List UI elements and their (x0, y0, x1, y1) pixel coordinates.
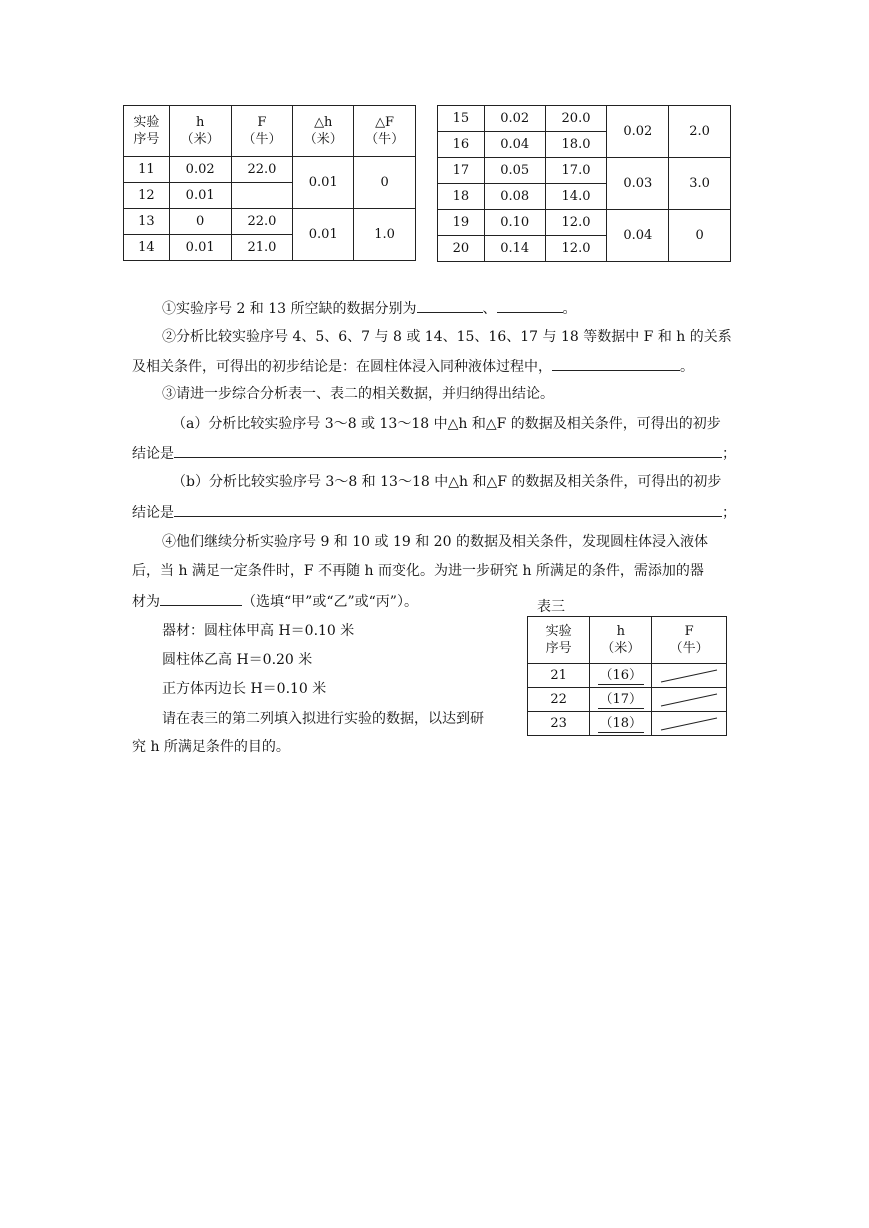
question-4-hint: （选填“甲”或“乙”或“丙”）。 (242, 594, 418, 610)
question-3: ③请进一步综合分析表一、表二的相关数据，并归纳得出结论。 (162, 386, 554, 402)
cell-h: 0.05 (484, 158, 545, 184)
table-two (437, 105, 731, 262)
table-row (124, 209, 416, 235)
table-header-row (528, 617, 727, 664)
cell-h: 0.02 (484, 106, 545, 132)
strike-line-icon (659, 669, 719, 683)
cell-no: 14 (124, 235, 170, 261)
cell-h: 0.01 (169, 235, 231, 261)
cell-h-blank[interactable] (590, 712, 652, 736)
question-4-text: 材为 (132, 594, 160, 610)
cell-no: 15 (438, 106, 485, 132)
header-h: h （米） (590, 617, 652, 664)
cell-h: 0.08 (484, 184, 545, 210)
table-row (528, 664, 727, 688)
question-2-line-1: ②分析比较实验序号 4、5、6、7 与 8 或 14、15、16、17 与 18 等数据中 F 和 h 的关系 (162, 329, 732, 345)
strike-line-icon (659, 693, 719, 707)
cell-f: 18.0 (545, 132, 607, 158)
cell-delta-h: 0.01 (293, 157, 354, 209)
question-4-line-1: ④他们继续分析实验序号 9 和 10 或 19 和 20 的数据及相关条件，发现圆柱体浸入液体 (162, 534, 708, 550)
cell-h: 0.01 (169, 183, 231, 209)
cell-no: 18 (438, 184, 485, 210)
cell-f-struck (652, 664, 727, 688)
answer-blank[interactable] (497, 297, 563, 313)
fill-in-value: （17） (599, 691, 643, 707)
equipment-3: 正方体丙边长 H＝0.10 米 (162, 681, 327, 697)
question-3a-text: 结论是 (132, 446, 174, 462)
table-header-row (124, 106, 416, 157)
cell-h: 0.10 (484, 210, 545, 236)
cell-h: 0.04 (484, 132, 545, 158)
cell-h: 0 (169, 209, 231, 235)
question-3a-line-1: （a）分析比较实验序号 3～8 或 13～18 中△h 和△F 的数据及相关条件，可得出的初步 (172, 416, 721, 432)
cell-delta-h: 0.01 (293, 209, 354, 261)
equipment-2: 圆柱体乙高 H＝0.20 米 (162, 652, 313, 668)
cell-delta-f: 0 (669, 210, 731, 262)
question-3b-line-1: （b）分析比较实验序号 3～8 和 13～18 中△h 和△F 的数据及相关条件，可得出的初步 (172, 474, 722, 490)
table-row (438, 106, 731, 132)
fill-in-value: （16） (599, 667, 643, 683)
cell-f: 22.0 (231, 209, 293, 235)
table-row (528, 688, 727, 712)
cell-f: 21.0 (231, 235, 293, 261)
table-row (528, 712, 727, 736)
cell-f-struck (652, 712, 727, 736)
cell-delta-h: 0.03 (607, 158, 669, 210)
header-f: F （牛） (231, 106, 293, 157)
question-1 (162, 297, 577, 319)
cell-f: 14.0 (545, 184, 607, 210)
answer-blank[interactable] (174, 442, 722, 458)
cell-f-empty (231, 183, 293, 209)
answer-blank[interactable] (174, 501, 722, 517)
table-row (438, 210, 731, 236)
header-experiment-no: 实验 序号 (528, 617, 590, 664)
separator: 、 (482, 301, 497, 317)
semicolon: ； (722, 505, 736, 521)
cell-delta-h: 0.04 (607, 210, 669, 262)
period: 。 (562, 301, 577, 317)
cell-delta-h: 0.02 (607, 106, 669, 158)
cell-f: 12.0 (545, 210, 607, 236)
header-delta-f: △F （牛） (354, 106, 416, 157)
cell-h-blank[interactable] (590, 664, 652, 688)
question-2-line-2 (132, 355, 694, 377)
table-one (123, 105, 416, 261)
header-experiment-no: 实验 序号 (124, 106, 170, 157)
question-1-text: ①实验序号 2 和 13 所空缺的数据分别为 (162, 301, 417, 317)
header-delta-h: △h （米） (293, 106, 354, 157)
cell-h: 0.02 (169, 157, 231, 183)
cell-f: 22.0 (231, 157, 293, 183)
cell-delta-f: 1.0 (354, 209, 416, 261)
semicolon: ； (722, 446, 736, 462)
table-three (527, 616, 727, 736)
cell-no: 19 (438, 210, 485, 236)
cell-delta-f: 3.0 (669, 158, 731, 210)
cell-no: 23 (528, 712, 590, 736)
question-5-line-2: 究 h 所满足条件的目的。 (132, 739, 290, 755)
cell-no: 13 (124, 209, 170, 235)
cell-no: 22 (528, 688, 590, 712)
question-3b-text: 结论是 (132, 505, 174, 521)
question-4-line-2: 后，当 h 满足一定条件时，F 不再随 h 而变化。为进一步研究 h 所满足的条件，需添加的器 (132, 563, 704, 579)
cell-f: 12.0 (545, 236, 607, 262)
cell-no: 17 (438, 158, 485, 184)
answer-blank[interactable] (417, 297, 483, 313)
table-three-caption: 表三 (537, 599, 565, 615)
cell-h-blank[interactable] (590, 688, 652, 712)
cell-delta-f: 0 (354, 157, 416, 209)
question-5-line-1: 请在表三的第二列填入拟进行实验的数据，以达到研 (162, 711, 484, 727)
cell-no: 21 (528, 664, 590, 688)
question-3a-line-2 (132, 442, 736, 464)
cell-no: 12 (124, 183, 170, 209)
cell-no: 11 (124, 157, 170, 183)
cell-no: 16 (438, 132, 485, 158)
question-4-line-3 (132, 590, 418, 612)
cell-f: 20.0 (545, 106, 607, 132)
cell-h: 0.14 (484, 236, 545, 262)
strike-line-icon (659, 717, 719, 731)
equipment-1: 器材：圆柱体甲高 H＝0.10 米 (162, 623, 355, 639)
fill-in-value: （18） (599, 715, 643, 731)
cell-delta-f: 2.0 (669, 106, 731, 158)
answer-blank[interactable] (552, 355, 680, 371)
cell-f-struck (652, 688, 727, 712)
question-2-text: 及相关条件，可得出的初步结论是：在圆柱体浸入同种液体过程中， (132, 359, 552, 375)
cell-no: 20 (438, 236, 485, 262)
question-3b-line-2 (132, 501, 736, 523)
cell-f: 17.0 (545, 158, 607, 184)
period: 。 (680, 359, 694, 375)
table-row (438, 158, 731, 184)
answer-blank[interactable] (160, 590, 242, 606)
header-h: h （米） (169, 106, 231, 157)
table-row (124, 157, 416, 183)
header-f: F （牛） (652, 617, 727, 664)
